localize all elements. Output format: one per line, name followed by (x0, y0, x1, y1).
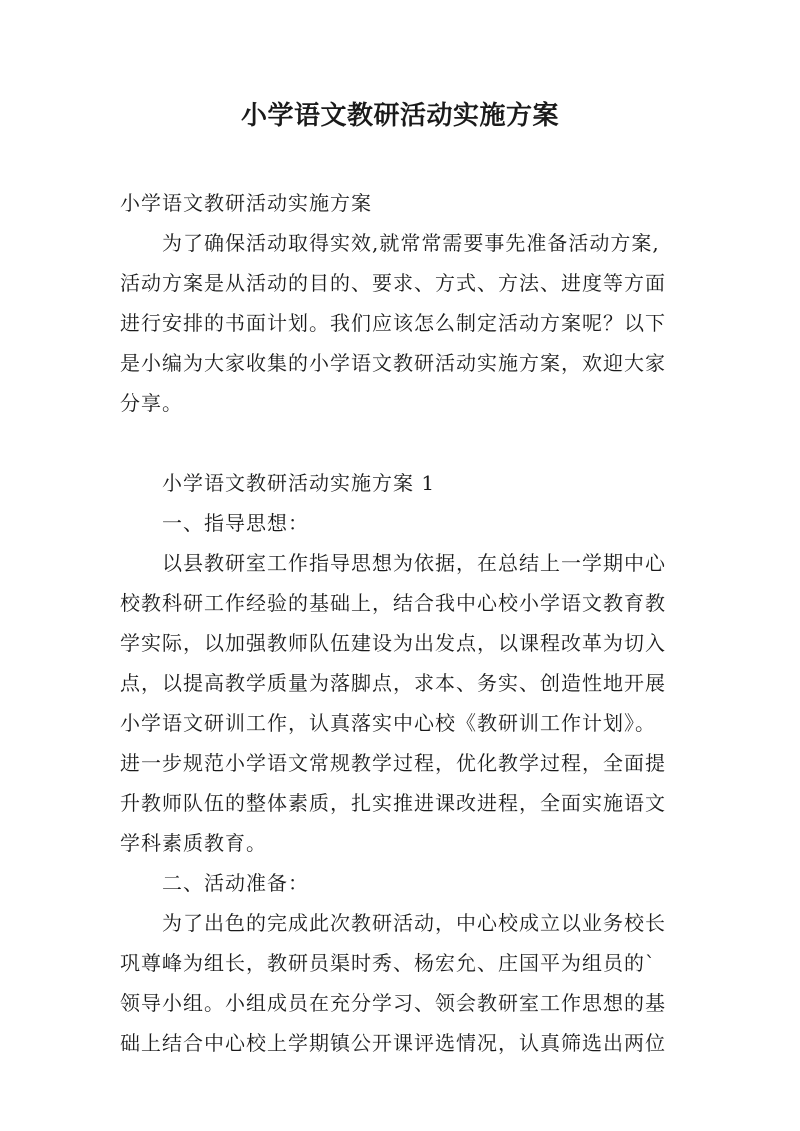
text-line: 升教师队伍的整体素质，扎实推进课改进程，全面实施语文 (120, 791, 666, 815)
text-line: 分享。 (120, 391, 183, 415)
text-line: 进一步规范小学语文常规教学过程，优化教学过程，全面提 (120, 751, 666, 775)
text-line: 领导小组。小组成员在充分学习、领会教研室工作思想的基 (120, 991, 666, 1015)
document-body (120, 183, 685, 1063)
text-line: 学科素质教育。 (120, 831, 267, 855)
text-line: 校教科研工作经验的基础上，结合我中心校小学语文教育教 (120, 591, 666, 615)
text-line: 为了出色的完成此次教研活动，中心校成立以业务校长 (162, 911, 666, 935)
paragraph-gap (120, 423, 685, 463)
text-line: 一、指导思想： (162, 511, 309, 535)
text-line: 以县教研室工作指导思想为依据，在总结上一学期中心 (162, 551, 666, 575)
text-line: 础上结合中心校上学期镇公开课评选情况，认真筛选出两位 (120, 1031, 666, 1055)
text-line: 学实际，以加强教师队伍建设为出发点，以课程改革为切入 (120, 631, 666, 655)
text-line: 二、活动准备： (162, 871, 309, 895)
text-line: 小学语文研训工作，认真落实中心校《教研训工作计划》。 (120, 711, 656, 735)
document-title: 小学语文教研活动实施方案 (240, 101, 559, 131)
text-line: 巩尊峰为组长，教研员渠时秀、杨宏允、庄国平为组员的` (120, 951, 656, 975)
text-line: 进行安排的书面计划。我们应该怎么制定活动方案呢？以下 (120, 311, 666, 335)
text-line: 小学语文教研活动实施方案 (120, 191, 372, 215)
text-line: 点，以提高教学质量为落脚点，求本、务实、创造性地开展 (120, 671, 666, 695)
text-line: 为了确保活动取得实效,就常常需要事先准备活动方案, (162, 231, 660, 255)
text-line: 小学语文教研活动实施方案 1 (162, 471, 436, 495)
text-line: 是小编为大家收集的小学语文教研活动实施方案，欢迎大家 (120, 351, 666, 375)
text-line: 活动方案是从活动的目的、要求、方式、方法、进度等方面 (120, 271, 666, 295)
